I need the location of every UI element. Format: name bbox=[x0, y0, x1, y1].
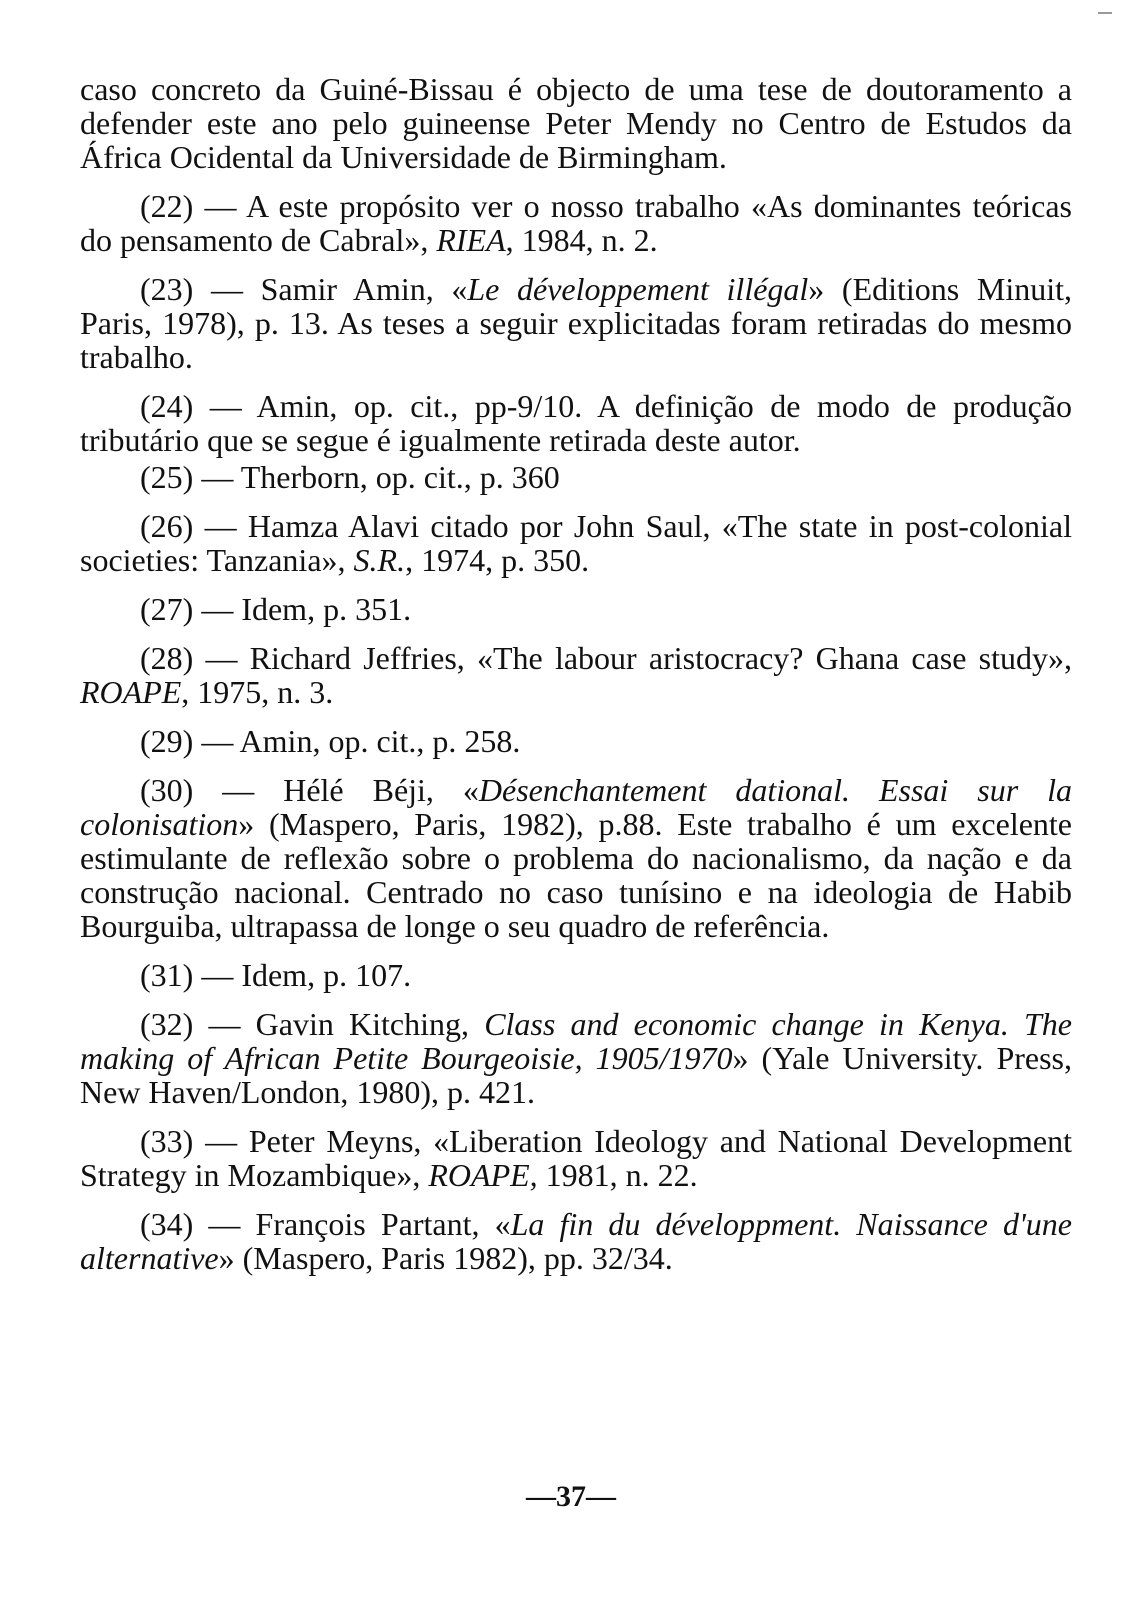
footnote-30: (30) — Hélé Béji, «Désenchantement dational. Essai sur la colonisation» (Maspero, Paris, 1982), p.88. Este trabalho é um excelente estimulante de reflexão sobre o problema do nacionalismo, da nação e da construção nacional. Centrado no caso tunísino e na ideologia de Habib Bourguiba, ultrapassa de longe o seu quadro de referência. bbox=[80, 772, 1073, 944]
continuation-paragraph: caso concreto da Guiné-Bissau é objecto de uma tese de doutoramento a defender este ano pelo guineense Peter Mendy no Centro de Estudos da África Ocidental da Universidade de Birmingham. bbox=[80, 71, 1072, 175]
footnote-31: (31) — Idem, p. 107. bbox=[140, 957, 412, 993]
footnote-22: (22) — A este propósito ver o nosso trabalho «As dominantes teóricas do pensamento de Cabral», RIEA, 1984, n. 2. bbox=[80, 188, 1072, 258]
footnote-33: (33) — Peter Meyns, «Liberation Ideology and National Development Strategy in Mozambique», ROAPE, 1981, n. 22. bbox=[80, 1123, 1072, 1193]
footnote-34: (34) — François Partant, «La fin du développment. Naissance d'une alternative» (Maspero, Paris 1982), pp. 32/34. bbox=[80, 1206, 1073, 1276]
footnote-29: (29) — Amin, op. cit., p. 258. bbox=[140, 723, 521, 759]
footnote-28: (28) — Richard Jeffries, «The labour aristocracy? Ghana case study», ROAPE, 1975, n. 3. bbox=[80, 640, 1072, 710]
footnote-26: (26) — Hamza Alavi citado por John Saul, «The state in post-colonial societies: Tanzania», S.R., 1974, p. 350. bbox=[80, 508, 1072, 578]
footnotes-block bbox=[80, 72, 1072, 1290]
footnote-27: (27) — Idem, p. 351. bbox=[140, 591, 412, 627]
corner-mark bbox=[1098, 12, 1112, 14]
footnote-23: (23) — Samir Amin, «Le développement illégal» (Editions Minuit, Paris, 1978), p. 13. As teses a seguir explicitadas foram retiradas do mesmo trabalho. bbox=[80, 271, 1072, 375]
footnote-32: (32) — Gavin Kitching, Class and economic change in Kenya. The making of African Petite Bourgeoisie, 1905/1970» (Yale University. Press, New Haven/London, 1980), p. 421. bbox=[80, 1006, 1073, 1110]
footnote-25: (25) — Therborn, op. cit., p. 360 bbox=[140, 459, 560, 495]
footnote-24: (24) — Amin, op. cit., pp-9/10. A definição de modo de produção tributário que se segue é igualmente retirada deste autor. bbox=[80, 388, 1072, 458]
page-number: —37— bbox=[526, 1480, 616, 1513]
